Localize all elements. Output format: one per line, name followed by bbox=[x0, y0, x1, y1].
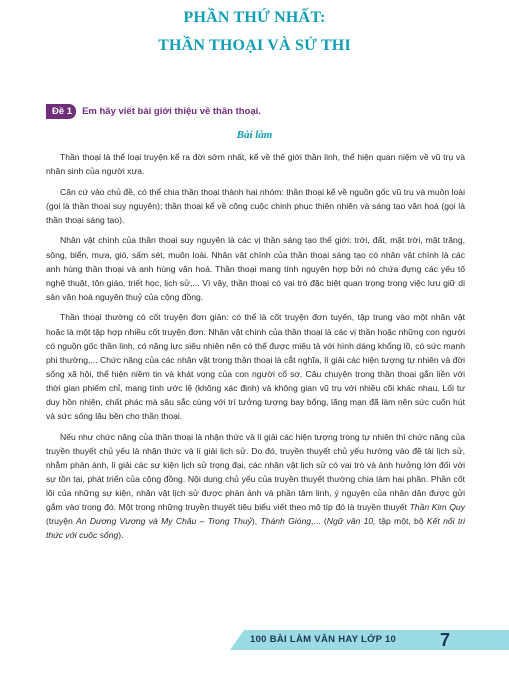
part-title-line1: PHẦN THỨ NHẤT: bbox=[183, 9, 326, 26]
p5-text-c: (truyện bbox=[46, 516, 77, 527]
paragraph-1: Thần thoại là thể loại truyện kể ra đời sớm nhất, kể về thế giới thần linh, thể hiện quan niệm về vũ trụ và nhân sinh của người xưa. bbox=[46, 152, 465, 177]
question-row bbox=[46, 104, 261, 119]
p5-text-i: tập một, bộ bbox=[375, 516, 427, 527]
paragraph-5 bbox=[46, 430, 465, 543]
answer-heading: Bài làm bbox=[236, 129, 273, 141]
p5-title-than-kim-quy: Thần Kim Quy bbox=[409, 502, 465, 513]
part-title-line2: THẦN THOẠI VÀ SỬ THI bbox=[158, 37, 351, 54]
p5-text-e: ), bbox=[251, 516, 261, 527]
question-badge: Đề 1 bbox=[46, 104, 76, 119]
p5-text-a: Nếu như chức năng của thần thoại là nhận thức và lí giải các hiện tượng trong tự nhiên thì chức năng của truyền thuyết chủ yếu là nhận thức và lí giải lịch sử. Do đó, truyền thuyết chủ yếu hướng vào đề tài lịch sử, nhằm phản ánh, lí giải các sự kiện lịch sử trọng đại, các nhân vật lịch sử có vai trò và ảnh hưởng lớn đối với sự tồn tại, phát triển của cộng đồng. Nội dung chủ yếu của truyền thuyết thường chia làm hai phần. Phần cốt lõi của những sự kiện, nhân vật lịch sử được phản ánh và phần tâm linh, ý nguyện của nhân dân được gửi gắm vào trong đó. Một trong những truyền thuyết tiêu biểu viết theo mô típ đó là truyền thuyết bbox=[46, 431, 465, 513]
p5-book-ngu-van: Ngữ văn 10, bbox=[326, 516, 376, 527]
footer-book-title: 100 BÀI LÀM VĂN HAY LỚP 10 bbox=[250, 634, 397, 645]
question-text: Em hãy viết bài giới thiệu về thần thoại. bbox=[82, 106, 261, 117]
page-number: 7 bbox=[439, 630, 450, 650]
essay-body bbox=[46, 150, 465, 549]
paragraph-4: Thần thoại thường có cốt truyện đơn giản: có thể là cốt truyện đơn tuyến, tập trung vào một nhân vật hoặc là một tập hợp nhiều cốt truyện đơn. Nhân vật chính của thần thoại là các vị thần hoặc những con người có nguồn gốc thần linh, có năng lực siêu nhiên nên có thể được miêu tả với hình dáng khổng lồ, có sức mạnh phi thường,... Chức năng của các nhân vật trong thần thoại là cắt nghĩa, lí giải các hiện tượng tự nhiên và đời sống xã hội, thể hiện niềm tin và khát vọng của con người cổ sơ. Câu chuyện trong thần thoại gắn liền với thời gian phiếm chỉ, mang tính ước lệ (không xác định) và không gian vũ trụ với nhiều cõi khác nhau. Lối tư duy hồn nhiên, chất phác mà sâu sắc cùng với trí tưởng tượng bay bổng, lãng mạn đã làm nên sức cuốn hút và sức sống lâu bền cho thần thoại. bbox=[46, 312, 465, 422]
p5-text-g: ,... ( bbox=[311, 516, 327, 527]
p5-series-name: Kết nối tri thức với cuộc sống bbox=[46, 516, 465, 541]
paragraph-3: Nhân vật chính của thần thoại suy nguyên là các vị thần sáng tạo thế giới: trời, đất, mặt trời, mặt trăng, sông, biển, mưa, gió, sấm sét, muôn loài. Nhân vật chính của thần thoại sáng tạo có nhân vật chính là các anh hùng thần thoại và anh hùng văn hoá. Thần thoại mang tính nguyên hợp bởi nó chứa đựng các yếu tố nghệ thuật, tôn giáo, triết học, lịch sử,... Vì vậy, thần thoại có vai trò đặc biệt quan trọng trong việc lưu giữ di sản văn hoá nguyên thuỷ của cộng đồng. bbox=[46, 235, 465, 302]
paragraph-2: Căn cứ vào chủ đề, có thể chia thần thoại thành hai nhóm: thần thoại kể về nguồn gốc vũ trụ và muôn loài (gọi là thần thoại suy nguyên); thần thoại kể về công cuộc chinh phục thiên nhiên và sáng tạo văn hoá (gọi là thần thoại sáng tạo). bbox=[46, 186, 465, 225]
p5-title-an-duong-vuong: An Dương Vương và Mỵ Châu – Trọng Thuỷ bbox=[76, 516, 252, 527]
p5-title-thanh-giong: Thánh Gióng bbox=[260, 516, 312, 527]
p5-text-k: ). bbox=[118, 530, 124, 541]
